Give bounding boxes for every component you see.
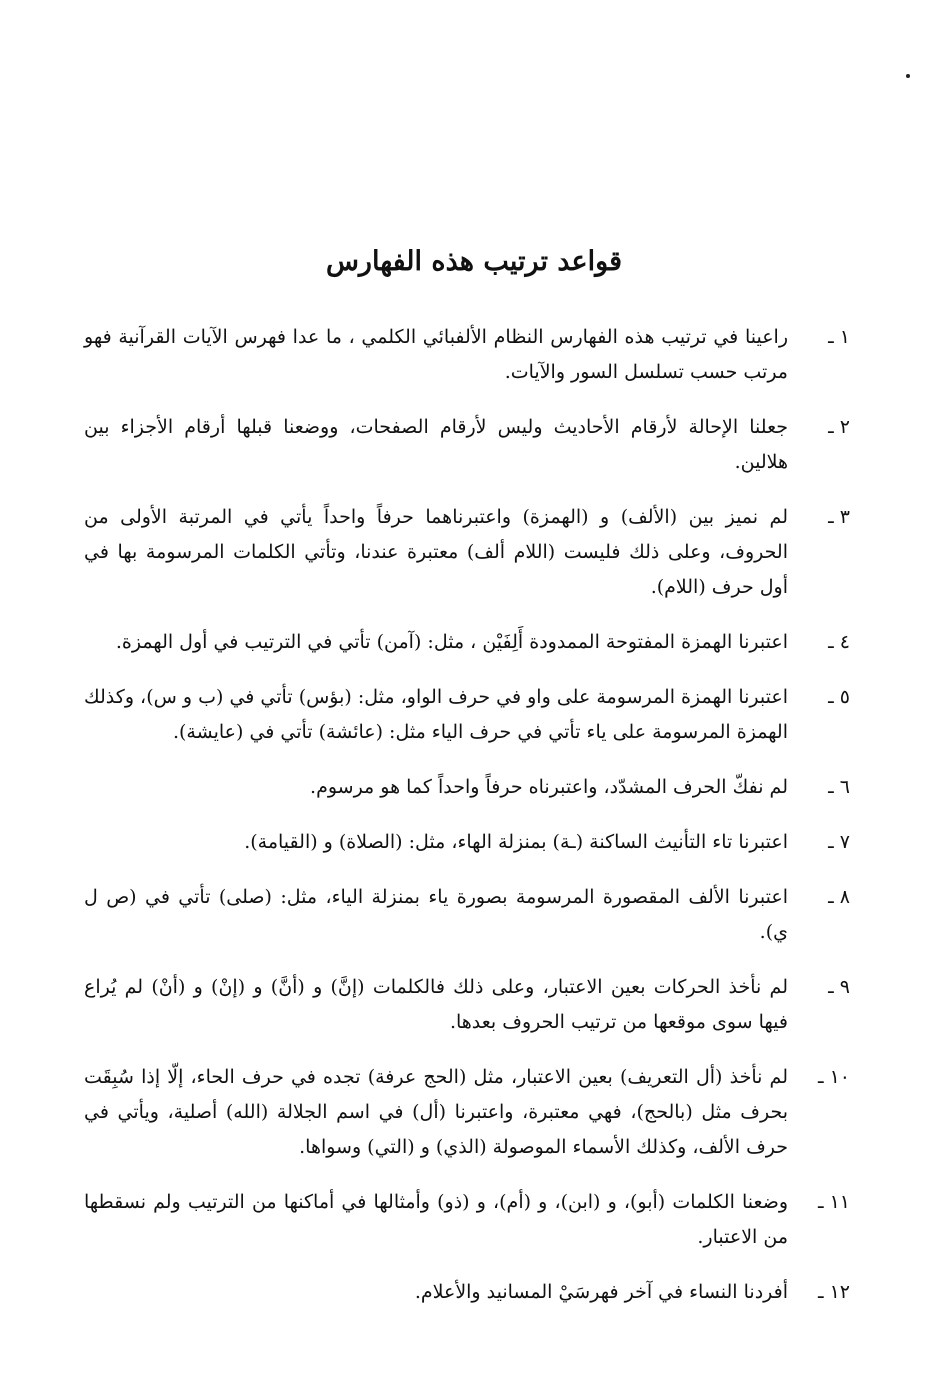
rule-item — [84, 1275, 850, 1310]
rule-text: راعينا في ترتيب هذه الفهارس النظام الألفبائي الكلمي ، ما عدا فهرس الآيات القرآنية فهو مرتب حسب تسلسل السور والآيات. — [84, 326, 788, 383]
rule-text: اعتبرنا الهمزة المفتوحة الممدودة أَلِفَيْن ، مثل: (آمن) تأتي في الترتيب في أول الهمزة. — [115, 631, 788, 653]
rule-item — [84, 320, 850, 390]
rule-number: ١١ ـ — [817, 1191, 850, 1213]
rule-number: ١ ـ — [828, 326, 850, 348]
rule-item — [84, 500, 850, 605]
rule-item — [84, 970, 850, 1040]
rule-number: ٣ ـ — [828, 506, 850, 528]
rule-text: جعلنا الإحالة لأرقام الأحاديث وليس لأرقام الصفحات، ووضعنا قبلها أرقام الأجزاء بين هلالين. — [84, 416, 788, 473]
rule-number: ١٢ ـ — [817, 1281, 850, 1303]
rule-item — [84, 1185, 850, 1255]
rule-item — [84, 625, 850, 660]
rule-number: ٦ ـ — [828, 776, 850, 798]
rule-item — [84, 825, 850, 860]
rule-text: لم نأخذ الحركات بعين الاعتبار، وعلى ذلك فالكلمات (إنَّ) و (أنَّ) و (إنْ) و (أنْ) لم يُراع فيها سوى موقعها من ترتيب الحروف بعدها. — [84, 976, 788, 1033]
rule-text: اعتبرنا الألف المقصورة المرسومة بصورة ياء بمنزلة الياء، مثل: (صلى) تأتي في (ص ل ي). — [84, 886, 788, 943]
rule-number: ٧ ـ — [828, 831, 850, 853]
rule-number: ٤ ـ — [828, 631, 850, 653]
rule-text: اعتبرنا تاء التأنيث الساكنة (ـة) بمنزلة الهاء، مثل: (الصلاة) و (القيامة). — [244, 831, 788, 853]
rule-text: لم نفكّ الحرف المشدّد، واعتبرناه حرفاً واحداً كما هو مرسوم. — [310, 776, 788, 798]
page-title: قواعد ترتيب هذه الفهارس — [325, 246, 623, 278]
rule-number: ١٠ ـ — [817, 1066, 850, 1088]
ink-dot — [906, 74, 910, 78]
rule-text: اعتبرنا الهمزة المرسومة على واو في حرف الواو، مثل: (بؤس) تأتي في (ب و س)، وكذلك الهمزة المرسومة على ياء تأتي في حرف الياء مثل: (عائشة) تأتي في (عايشة). — [84, 686, 788, 743]
rule-text: وضعنا الكلمات (أبو)، و (ابن)، و (أم)، و (ذو) وأمثالها في أماكنها من الترتيب ولم نسقطها من الاعتبار. — [84, 1191, 788, 1248]
rules-list — [84, 320, 850, 1330]
rule-text: أفردنا النساء في آخر فهرسَيْ المسانيد والأعلام. — [414, 1281, 788, 1303]
rule-item — [84, 770, 850, 805]
rule-item — [84, 410, 850, 480]
rule-text: لم نميز بين (الألف) و (الهمزة) واعتبرناهما حرفاً واحداً يأتي في المرتبة الأولى من الحروف، وعلى ذلك فليست (اللام ألف) معتبرة عندنا، وتأتي الكلمات المرسومة بها في أول حرف (اللام). — [84, 506, 788, 598]
rule-number: ٥ ـ — [828, 686, 850, 708]
rule-item — [84, 1060, 850, 1165]
rule-text: لم نأخذ (أل التعريف) بعين الاعتبار، مثل (الحج عرفة) تجده في حرف الحاء، إلّا إذا سُبِقَت بحرف مثل (بالحج)، فهي معتبرة، واعتبرنا (أل) في اسم الجلالة (الله) أصلية، ويأتي في حرف الألف، وكذلك الأسماء الموصولة (الذي) و (التي) وسواها. — [84, 1066, 788, 1158]
rule-number: ٢ ـ — [828, 416, 850, 438]
rule-number: ٨ ـ — [828, 886, 850, 908]
rule-item — [84, 680, 850, 750]
rule-number: ٩ ـ — [828, 976, 850, 998]
rule-item — [84, 880, 850, 950]
